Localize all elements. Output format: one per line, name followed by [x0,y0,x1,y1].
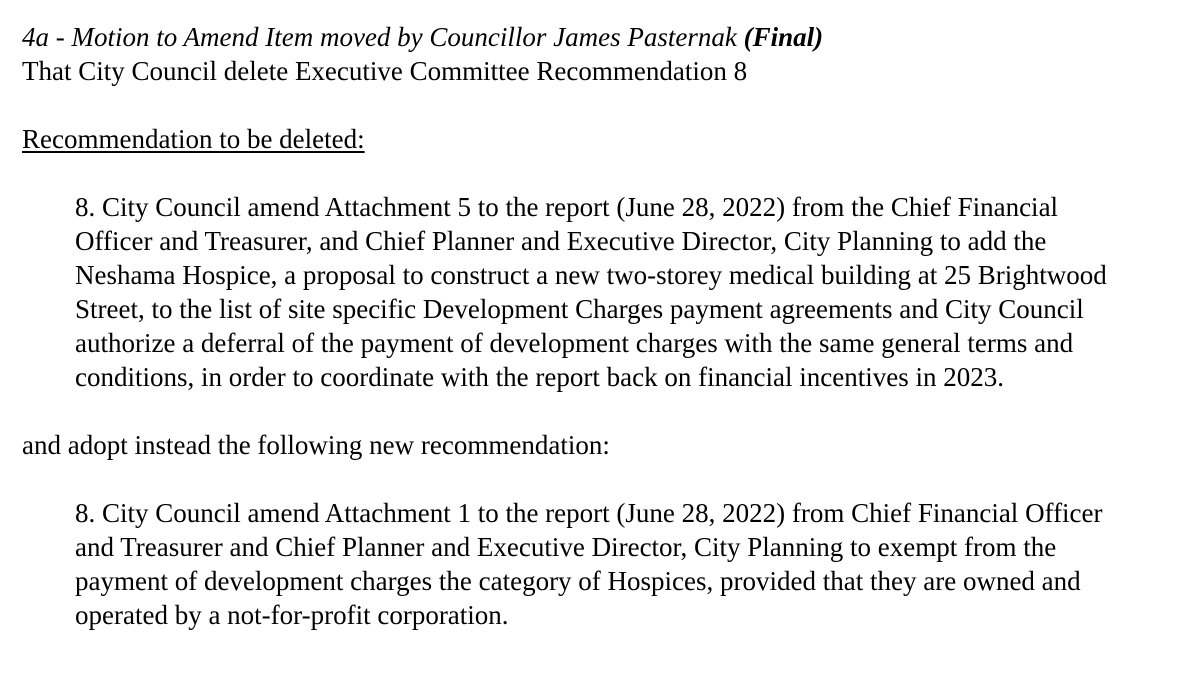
motion-body: That City Council delete Executive Committee Recommendation 8 [22,56,748,86]
deleted-recommendation-heading: Recommendation to be deleted: [22,124,365,154]
motion-status: (Final) [743,22,824,52]
deleted-recommendation-text: 8. City Council amend Attachment 5 to the report (June 28, 2022) from the Chief Financial Officer and Treasurer, and Chief Planner and Executive Director, City Planning to add the Neshama Hospice, a proposal to construct a new two-storey medical building at 25 Brightwood Street, to the list of site specific Development Charges payment agreements and City Council authorize a deferral of the payment of development charges with the same general terms and conditions, in order to coordinate with the report back on financial incentives in 2023. [75,192,1107,392]
connector-text: and adopt instead the following new recommendation: [22,430,610,460]
new-recommendation-text: 8. City Council amend Attachment 1 to the report (June 28, 2022) from Chief Financial Officer and Treasurer and Chief Planner and Executive Director, City Planning to exempt from the payment of development charges the category of Hospices, provided that they are owned and operated by a not-for-profit corporation. [75,498,1103,630]
motion-title [22,20,1178,54]
motion-title-text: 4a - Motion to Amend Item moved by Councillor James Pasternak [22,22,744,52]
